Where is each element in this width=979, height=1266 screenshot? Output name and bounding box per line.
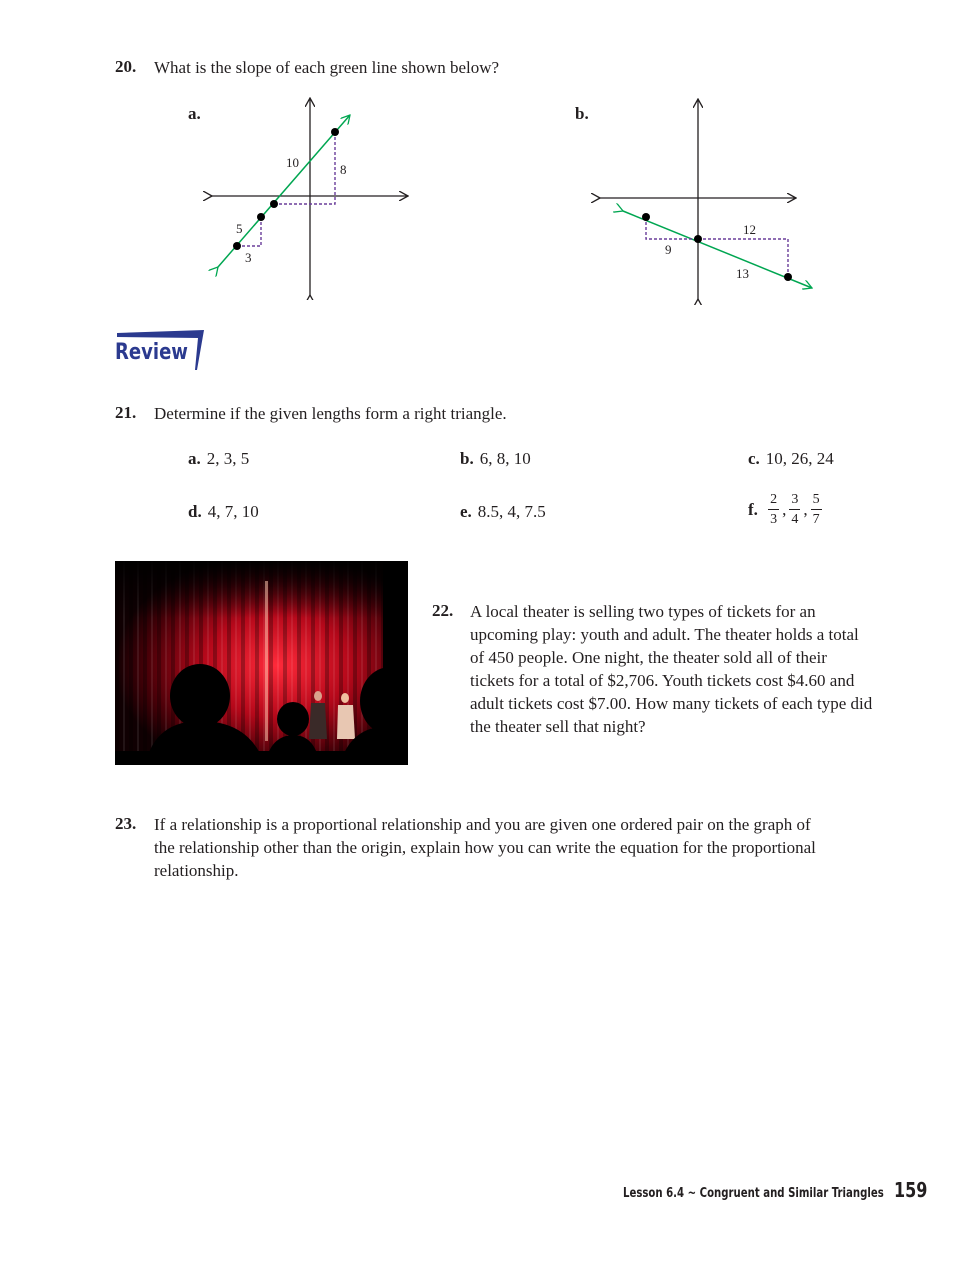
fraction: $\frac{3}{4}$ bbox=[791, 492, 799, 527]
slope-triangle-left bbox=[646, 217, 698, 239]
graph-a bbox=[200, 95, 420, 300]
point bbox=[270, 200, 278, 208]
question-21-number: 21. bbox=[115, 403, 137, 422]
point bbox=[257, 213, 265, 221]
question-22-text: A local theater is selling two types of tickets for an upcoming play: youth and adult. The theater holds a total of 450 people. One night, the theater sold all of their tickets for a total of $2,706. Youth tickets cost $4.60 and adult tickets cost $7.00. How many tickets of each type did the theater sell that night? bbox=[470, 602, 873, 736]
label-9: 9 bbox=[665, 242, 672, 257]
review-title: Review bbox=[115, 340, 188, 365]
q21-item-a: a. 2, 3, 5 bbox=[188, 449, 250, 468]
green-line-b bbox=[623, 211, 812, 288]
question-20-number: 20. bbox=[115, 57, 137, 76]
point bbox=[694, 235, 702, 243]
fraction: $\frac{2}{3}$ bbox=[770, 492, 778, 527]
theater-photo bbox=[115, 561, 408, 765]
label-rise-8: 8 bbox=[340, 162, 347, 177]
question-21-text: Determine if the given lengths form a right triangle. bbox=[154, 404, 507, 423]
question-22-number: 22. bbox=[432, 601, 454, 620]
point bbox=[784, 273, 792, 281]
q21-item-b: b. 6, 8, 10 bbox=[460, 449, 531, 468]
label-rise-5: 5 bbox=[236, 221, 243, 236]
graph-b bbox=[590, 95, 820, 305]
q21-item-c: c. 10, 26, 24 bbox=[748, 449, 834, 468]
question-23-text: If a relationship is a proportional relationship and you are given one ordered pair on the graph of the relationship other than the origin, explain how you can write the equation for the proportional relationship. bbox=[154, 815, 816, 880]
label-run-3: 3 bbox=[245, 250, 252, 265]
graph-a-label: a. bbox=[188, 104, 201, 123]
page-number: 159 bbox=[894, 1178, 928, 1202]
label-12: 12 bbox=[743, 222, 756, 237]
label-13: 13 bbox=[736, 266, 749, 281]
graph-b-label: b. bbox=[575, 104, 589, 123]
question-20-text: What is the slope of each green line shown below? bbox=[154, 58, 500, 77]
footer-lesson: Lesson 6.4 ~ Congruent and Similar Triangles bbox=[623, 1186, 884, 1201]
fraction: $\frac{5}{7}$ bbox=[812, 492, 820, 527]
q21-item-f: f. $\frac{2}{3}$ , $\frac{3}{4}$ , $\frac{5}{7}$ bbox=[748, 492, 820, 527]
point bbox=[331, 128, 339, 136]
label-run-10: 10 bbox=[286, 155, 299, 170]
q21-item-e: e. 8.5, 4, 7.5 bbox=[460, 502, 546, 521]
q21-item-d: d. 4, 7, 10 bbox=[188, 502, 259, 521]
point bbox=[233, 242, 241, 250]
point bbox=[642, 213, 650, 221]
question-23-number: 23. bbox=[115, 814, 137, 833]
